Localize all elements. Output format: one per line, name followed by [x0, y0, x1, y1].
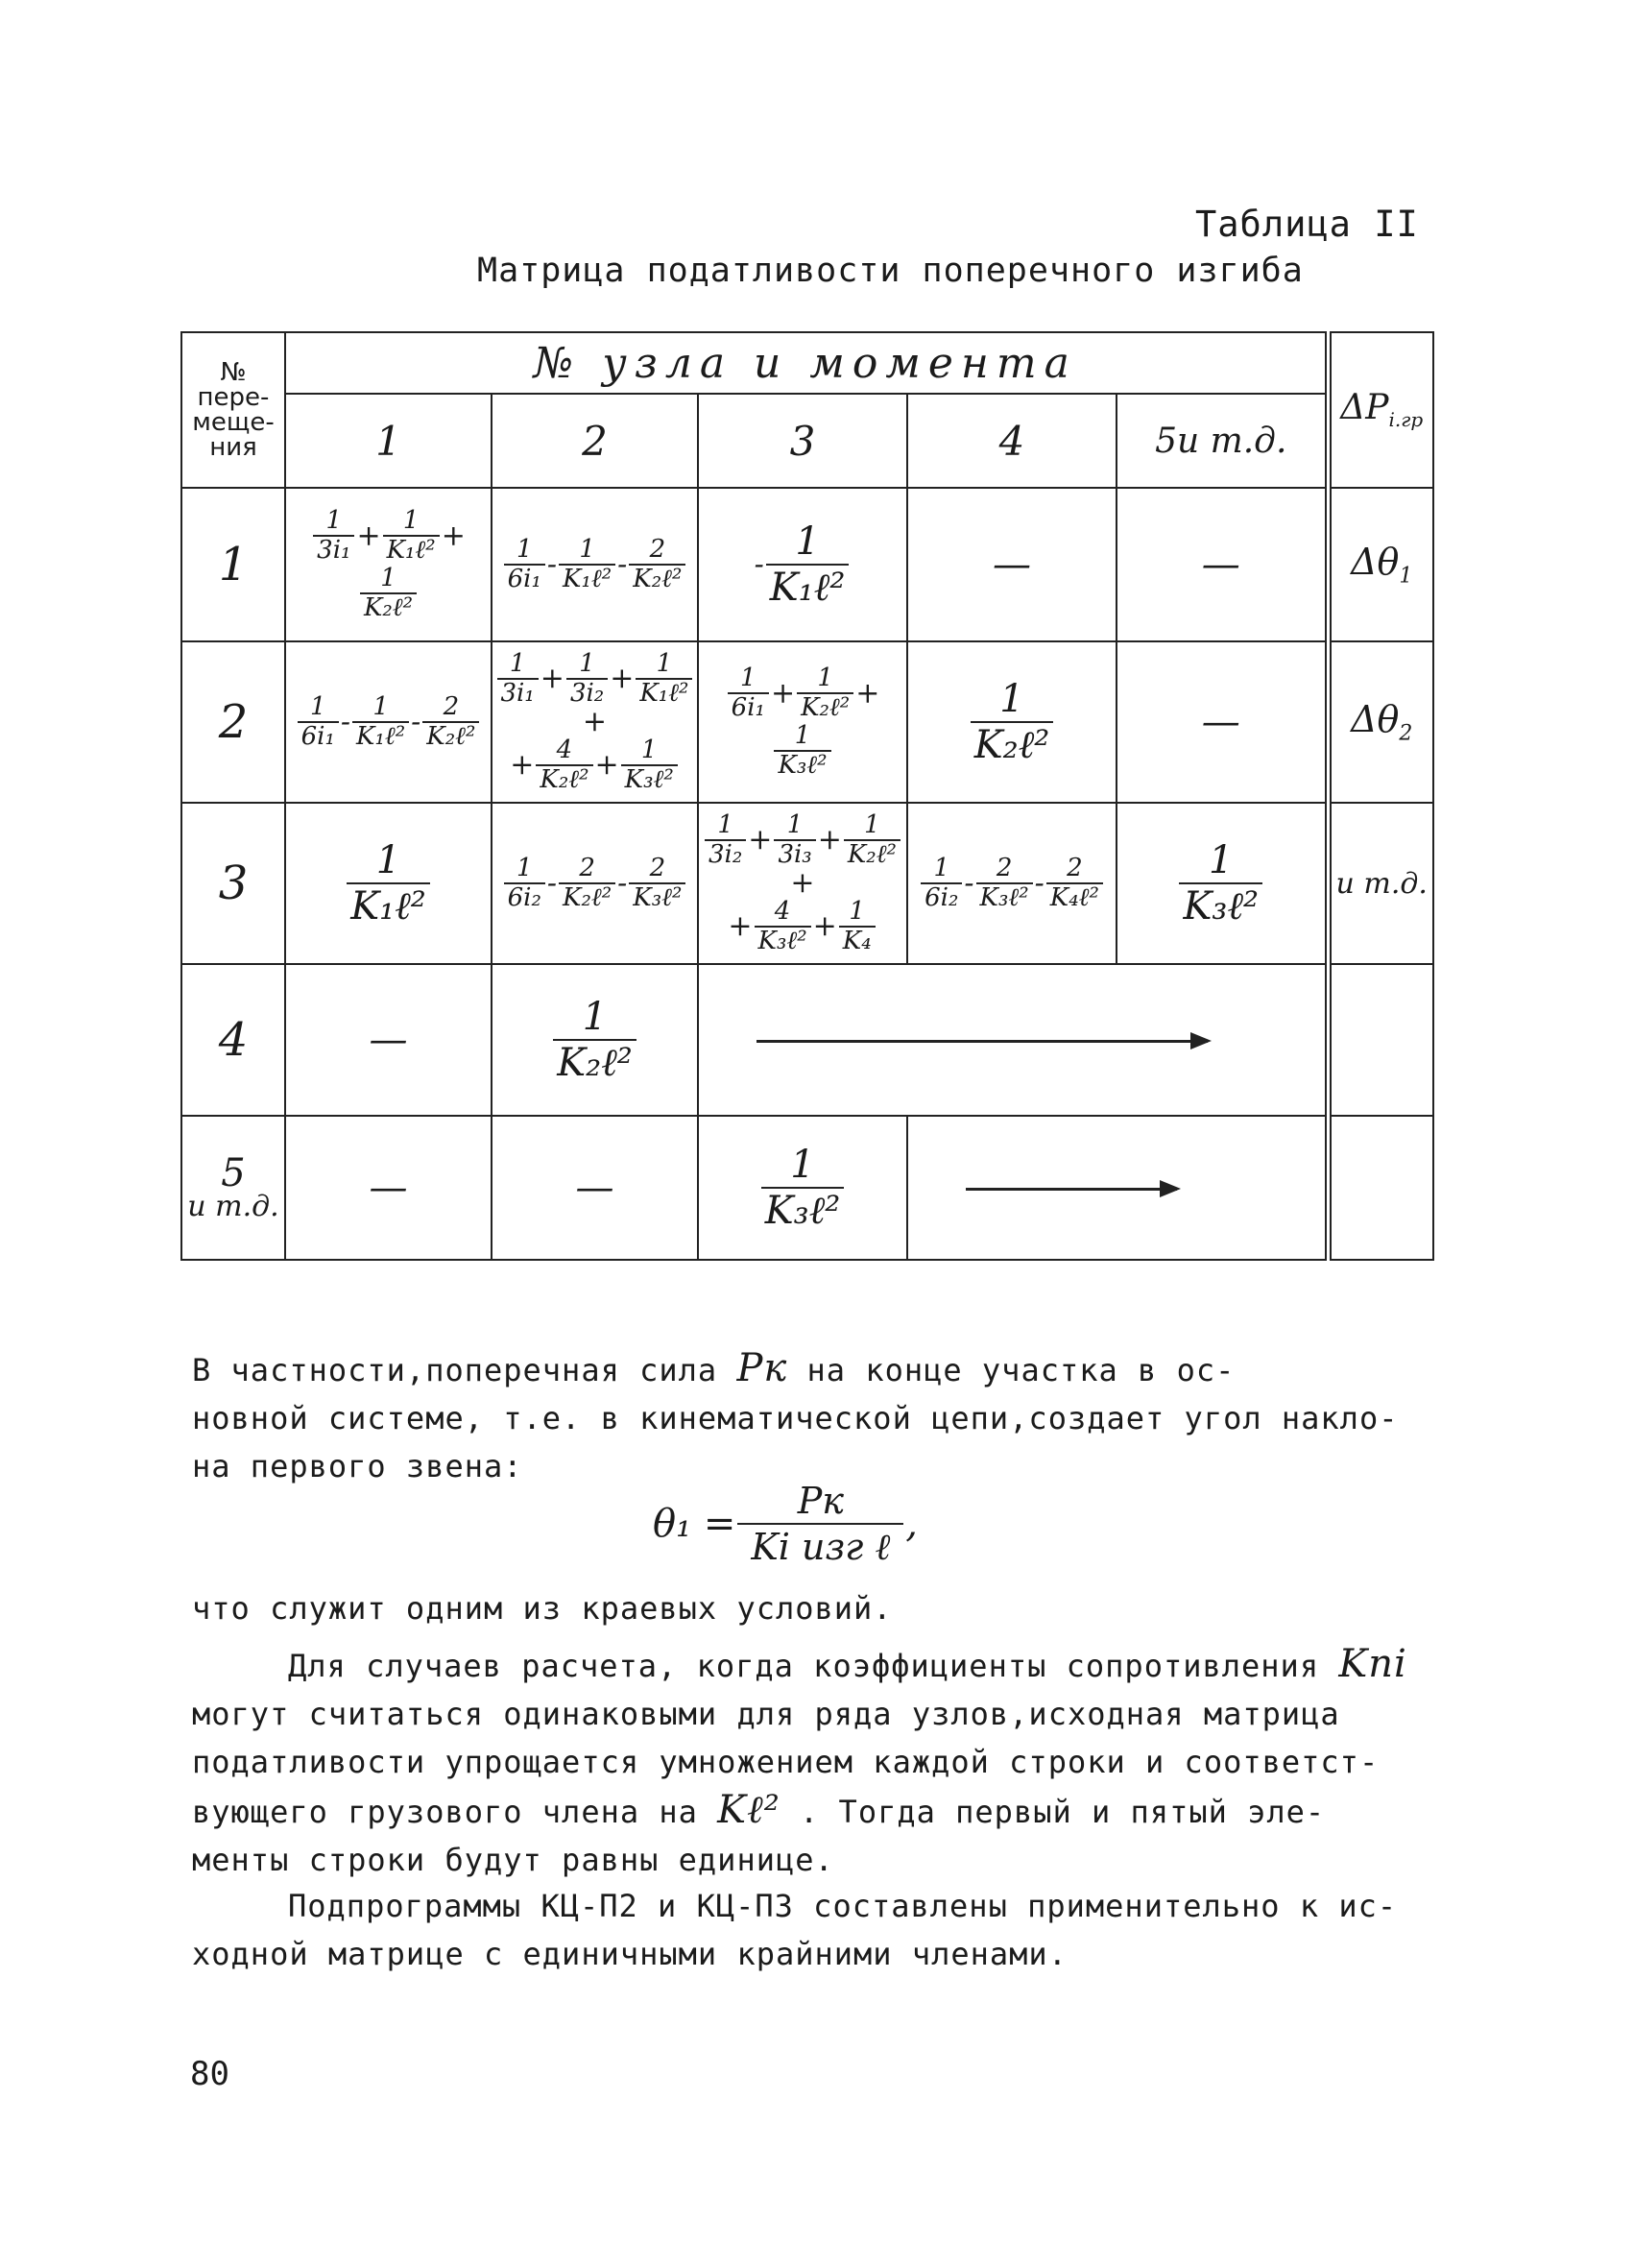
formula-theta: θ₁ = $\frac{Pк}{\text{Ki изг ℓ}}$ ,	[653, 1480, 919, 1568]
matrix-cell: $\frac{1}{\text{3i₂}}$ + $\frac{1}{\text{3i₃}}$ + $\frac{1}{\text{K₂ℓ²}}$ + + $\frac{4}{\text{K₃ℓ²}}$ + $\frac{1}{\text{K₄}}$	[698, 803, 907, 964]
row-number: 3	[181, 803, 285, 964]
matrix-cell-dash: —	[907, 488, 1117, 641]
delta-theta-cell: $\Delta\theta_1$	[1328, 488, 1433, 641]
col-header-4: 4	[907, 394, 1117, 488]
text-line: Для случаев расчета, когда коэффициенты сопротивления Kпi	[288, 1642, 1407, 1686]
row-number: 4	[181, 964, 285, 1116]
matrix-cell-dash: —	[285, 964, 492, 1116]
matrix-cell: $\frac{1}{\text{6i₁}}$ - $\frac{1}{\text{K₁ℓ²}}$ - $\frac{2}{\text{K₂ℓ²}}$	[285, 641, 492, 803]
matrix-cell: $\frac{1}{\text{3i₁}}$ + $\frac{1}{\text{3i₂}}$ + $\frac{1}{\text{K₁ℓ²}}$ + + $\frac{4}{\text{K₂ℓ²}}$ + $\frac{1}{\text{K₃ℓ²}}$	[492, 641, 698, 803]
row-number: 2	[181, 641, 285, 803]
displacement-no-header: № пере- меще- ния	[181, 332, 285, 488]
page-number: 80	[190, 2055, 229, 2093]
table-label: Таблица II	[1195, 204, 1419, 245]
delta-p-header: $\Delta P_{i.гр}$	[1328, 332, 1433, 488]
table-row	[181, 1116, 1433, 1260]
text-line: В частности,поперечная сила Pк на конце участка в ос-	[192, 1346, 1236, 1390]
text-line: менты строки будут равны единице.	[192, 1842, 834, 1878]
matrix-cell-dash: —	[285, 1116, 492, 1260]
row-number: 1	[181, 488, 285, 641]
arrow-right-icon	[756, 1040, 1208, 1043]
matrix-cell-dash: —	[1117, 641, 1328, 803]
matrix-cell: $\frac{1}{\text{K₂ℓ²}}$	[492, 964, 698, 1116]
text-line: ходной матрице с единичными крайними членами.	[192, 1936, 1068, 1972]
col-header-1: 1	[285, 394, 492, 488]
matrix-cell: $\frac{1}{\text{6i₂}}$ - $\frac{2}{\text{K₃ℓ²}}$ - $\frac{2}{\text{K₄ℓ²}}$	[907, 803, 1117, 964]
empty-cell	[1328, 1116, 1433, 1260]
matrix-cell: $\frac{1}{\text{K₂ℓ²}}$	[907, 641, 1117, 803]
text-line: новной системе, т.е. в кинематической цепи,создает угол накло-	[192, 1400, 1399, 1436]
col-header-2: 2	[492, 394, 698, 488]
matrix-cell: $\frac{1}{\text{K₁ℓ²}}$	[285, 803, 492, 964]
row-number: 5 и т.д.	[181, 1116, 285, 1260]
matrix-cell-dash: —	[1117, 488, 1328, 641]
symbol-kpi: Kпi	[1338, 1642, 1407, 1686]
text-line: вующего грузового члена на Kℓ² . Тогда первый и пятый эле-	[192, 1788, 1326, 1832]
table-row	[181, 803, 1433, 964]
matrix-cell-dash: —	[492, 1116, 698, 1260]
matrix-cell: $\frac{1}{\text{K₃ℓ²}}$	[1117, 803, 1328, 964]
node-moment-group-header: № узла и момента	[285, 332, 1328, 394]
paragraph-3	[192, 1640, 1421, 1884]
table-row	[181, 641, 1433, 803]
compliance-matrix-table	[180, 331, 1434, 1261]
symbol-kl2: Kℓ²	[717, 1788, 780, 1832]
matrix-cell: $\frac{1}{\text{6i₁}}$ + $\frac{1}{\text{K₂ℓ²}}$ + $\frac{1}{\text{K₃ℓ²}}$	[698, 641, 907, 803]
text-line: что служит одним из краевых условий.	[192, 1590, 893, 1627]
matrix-cell: $\frac{1}{\text{6i₂}}$ - $\frac{2}{\text{K₂ℓ²}}$ - $\frac{2}{\text{K₃ℓ²}}$	[492, 803, 698, 964]
paragraph-2	[192, 1584, 1421, 1632]
empty-cell	[1328, 964, 1433, 1116]
paragraph-1	[192, 1344, 1421, 1490]
text-line: на первого звена:	[192, 1448, 523, 1484]
matrix-cell: $\frac{1}{\text{3i₁}}$ + $\frac{1}{\text{K₁ℓ²}}$ + $\frac{1}{\text{K₂ℓ²}}$	[285, 488, 492, 641]
text-line: могут считаться одинаковыми для ряда узлов,исходная матрица	[192, 1696, 1340, 1732]
table-title: Матрица податливости поперечного изгиба	[477, 252, 1304, 290]
matrix-cell: - $\frac{1}{\text{K₁ℓ²}}$	[698, 488, 907, 641]
delta-theta-cell: $\Delta\theta_2$	[1328, 641, 1433, 803]
continuation-arrow-cell	[698, 964, 1328, 1116]
text-line: Подпрограммы КЦ-П2 и КЦ-П3 составлены применительно к ис-	[288, 1888, 1398, 1924]
continuation-arrow-cell	[907, 1116, 1328, 1260]
matrix-cell: $\frac{1}{\text{K₃ℓ²}}$	[698, 1116, 907, 1260]
delta-etc-cell: и т.д.	[1328, 803, 1433, 964]
table-row	[181, 964, 1433, 1116]
paragraph-4	[192, 1882, 1421, 1978]
col-header-5: 5и т.д.	[1117, 394, 1328, 488]
col-header-3: 3	[698, 394, 907, 488]
table-row	[181, 488, 1433, 641]
text-line: податливости упрощается умножением каждой строки и соответст-	[192, 1744, 1380, 1780]
matrix-cell: $\frac{1}{\text{6i₁}}$ - $\frac{1}{\text{K₁ℓ²}}$ - $\frac{2}{\text{K₂ℓ²}}$	[492, 488, 698, 641]
arrow-right-icon	[966, 1188, 1177, 1191]
symbol-pk: Pк	[736, 1346, 788, 1390]
